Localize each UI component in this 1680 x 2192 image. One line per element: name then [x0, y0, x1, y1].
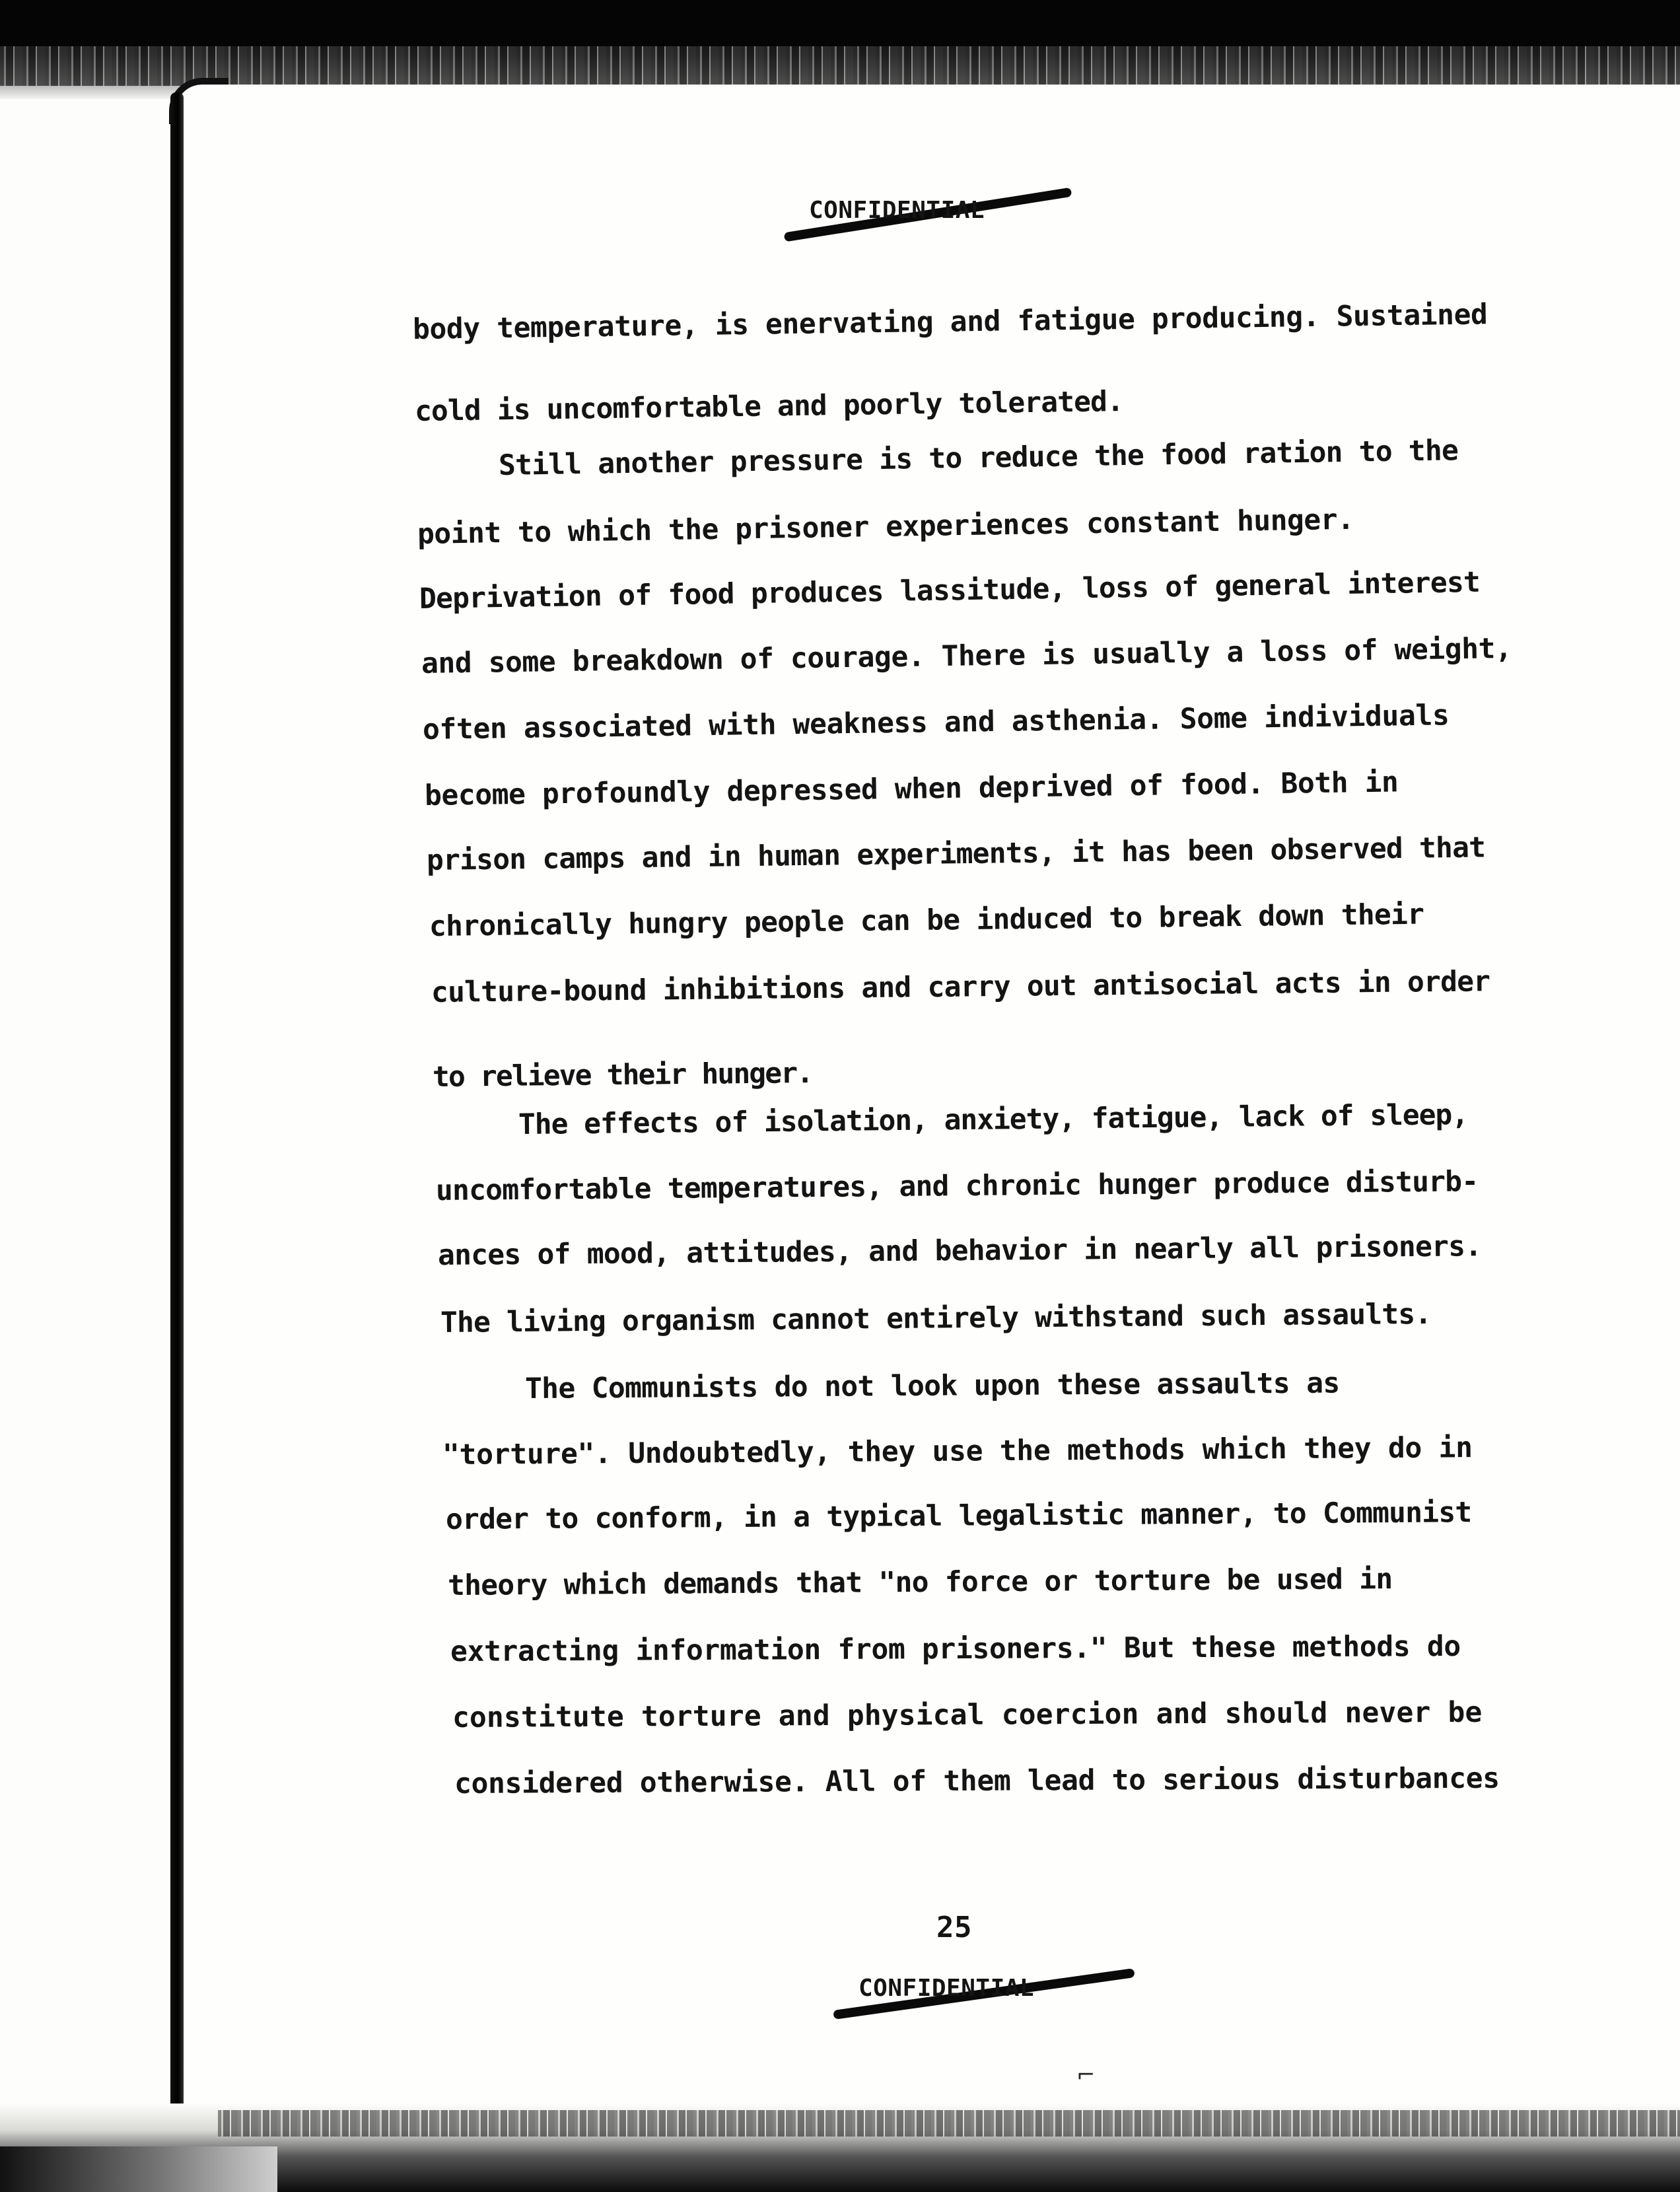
- text-line: often associated with weakness and asthenia. Some individuals: [422, 699, 1450, 746]
- text-line: chronically hungry people can be induced to break down their: [429, 898, 1424, 943]
- header-classification-label: CONFIDENTIAL: [809, 197, 985, 224]
- text-line: Still another pressure is to reduce the food ration to the: [498, 434, 1459, 482]
- text-line: considered otherwise. All of them lead to serious disturbances: [454, 1761, 1500, 1800]
- binding-edge: [170, 92, 184, 2127]
- text-line: become profoundly depressed when deprived of food. Both in: [424, 765, 1399, 812]
- text-line: uncomfortable temperatures, and chronic hunger produce disturb-: [435, 1165, 1479, 1207]
- header-classification-stamp: [809, 197, 985, 224]
- text-line: prison camps and in human experiments, it has been observed that: [426, 831, 1486, 877]
- text-line: and some breakdown of courage. There is usually a loss of weight,: [421, 631, 1512, 680]
- text-line: The effects of isolation, anxiety, fatigue, lack of sleep,: [518, 1098, 1469, 1141]
- scan-top-dark-edge: [0, 0, 1680, 46]
- scan-bottom-left-corner: [0, 2146, 277, 2192]
- text-line: culture-bound inhibitions and carry out antisocial acts in order: [431, 965, 1490, 1009]
- text-line: constitute torture and physical coercion and should never be: [452, 1695, 1483, 1734]
- text-line: point to which the prisoner experiences constant hunger.: [417, 503, 1354, 551]
- text-line: cold is uncomfortable and poorly tolerated.: [414, 385, 1124, 428]
- text-line: The living organism cannot entirely withstand such assaults.: [440, 1297, 1432, 1339]
- text-line: body temperature, is enervating and fatigue producing. Sustained: [412, 298, 1488, 346]
- scan-bottom-noise: [218, 2110, 1680, 2137]
- text-line: ances of mood, attitudes, and behavior in nearly all prisoners.: [437, 1230, 1482, 1272]
- text-line: The Communists do not look upon these assaults as: [524, 1366, 1340, 1405]
- scan-top-noise: [0, 46, 1680, 86]
- text-line: extracting information from prisoners." But these methods do: [450, 1629, 1461, 1668]
- page-number: 25: [936, 1911, 972, 1944]
- text-line: order to conform, in a typical legalistic manner, to Communist: [445, 1496, 1472, 1536]
- text-line: Deprivation of food produces lassitude, loss of general interest: [419, 565, 1481, 616]
- footer-classification-stamp: [858, 1975, 1034, 2002]
- text-line: theory which demands that "no force or torture be used in: [447, 1563, 1393, 1602]
- text-line: to relieve their hunger.: [432, 1056, 813, 1094]
- scan-artifact-mark: ⌐: [1076, 2062, 1096, 2088]
- footer-classification-label: CONFIDENTIAL: [858, 1975, 1035, 2002]
- text-line: "torture". Undoubtedly, they use the methods which they do in: [442, 1431, 1473, 1471]
